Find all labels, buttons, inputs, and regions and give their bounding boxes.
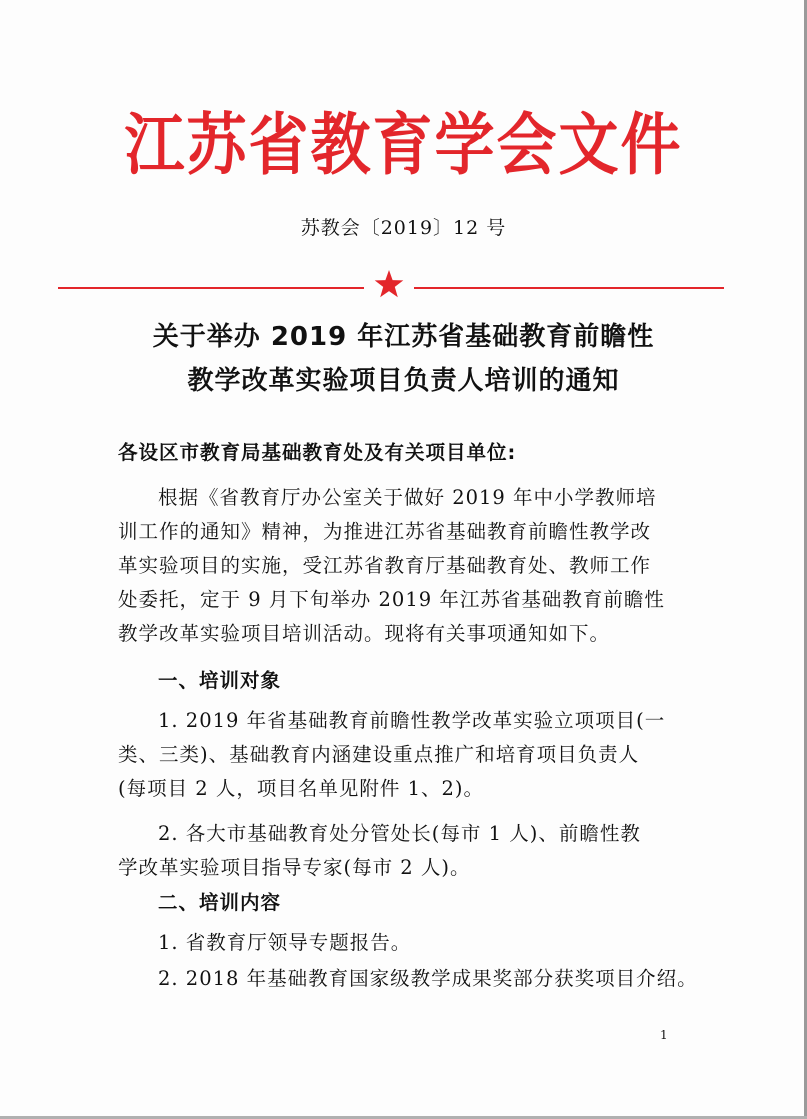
section1-item1-line3: (每项目 2 人，项目名单见附件 1、2)。 [118, 777, 485, 800]
paragraph1-line4: 处委托，定于 9 月下旬举办 2019 年江苏省基础教育前瞻性 [118, 588, 665, 611]
paragraph1-line5: 教学改革实验项目培训活动。现将有关事项通知如下。 [118, 622, 611, 645]
notice-title-line2: 教学改革实验项目负责人培训的通知 [187, 366, 620, 396]
paragraph1-line3: 革实验项目的实施，受江苏省教育厅基础教育处、教师工作 [118, 554, 652, 577]
section1-item1-line1: 1. 2019 年省基础教育前瞻性教学改革实验立项项目(一 [158, 709, 666, 732]
page-number: 1 [660, 1028, 668, 1042]
section1-item1-line2: 类、三类)、基础教育内涵建设重点推广和培育项目负责人 [118, 743, 640, 766]
section2-heading: 二、培训内容 [158, 891, 282, 914]
red-star-icon [373, 268, 405, 300]
section2-item1: 1. 省教育厅领导专题报告。 [158, 931, 412, 954]
notice-title-line1: 关于举办 2019 年江苏省基础教育前瞻性 [152, 322, 655, 352]
addressee: 各设区市教育局基础教育处及有关项目单位: [118, 441, 517, 464]
red-rule-right [414, 287, 724, 289]
red-rule-left [58, 287, 364, 289]
section1-heading: 一、培训对象 [158, 669, 282, 692]
paragraph1-line2: 训工作的通知》精神，为推进江苏省基础教育前瞻性教学改 [118, 520, 652, 543]
section1-item2-line1: 2. 各大市基础教育处分管处长(每市 1 人)、前瞻性教 [158, 822, 641, 845]
section1-item2-line2: 学改革实验项目指导专家(每市 2 人)。 [118, 856, 471, 879]
paragraph1-line1: 根据《省教育厅办公室关于做好 2019 年中小学教师培 [158, 486, 657, 509]
header-title: 江苏省教育学会文件 [124, 106, 683, 185]
section2-item2: 2. 2018 年基础教育国家级教学成果奖部分获奖项目介绍。 [158, 967, 698, 990]
document-number: 苏教会〔2019〕12 号 [300, 217, 507, 239]
